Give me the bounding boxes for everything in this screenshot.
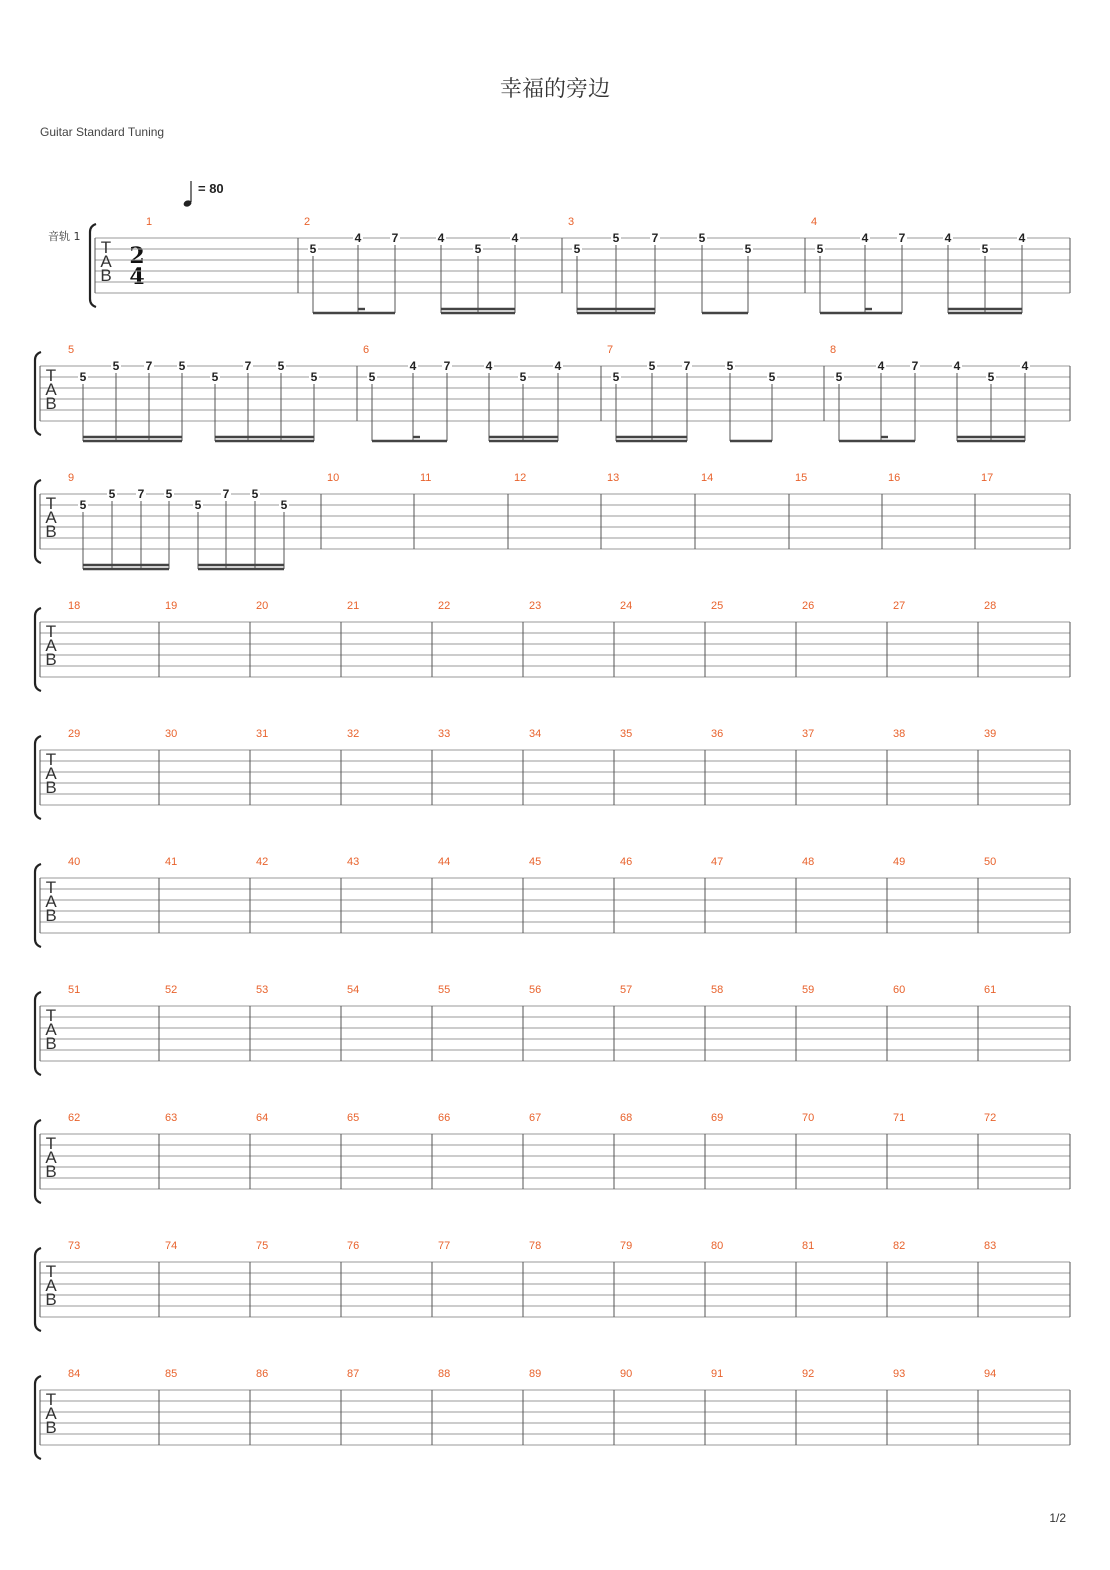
tab-clef-letter: A	[45, 1276, 57, 1295]
fret-number: 5	[79, 370, 87, 384]
measure-number: 90	[620, 1368, 633, 1380]
measure-number: 61	[984, 984, 997, 996]
tab-clef-letter: B	[45, 1162, 57, 1181]
time-signature-bottom: 4	[129, 264, 145, 290]
measure-number: 18	[68, 600, 81, 612]
measure-number: 74	[165, 1240, 178, 1252]
fret-number: 4	[861, 231, 869, 245]
fret-number: 7	[244, 359, 252, 373]
tab-system	[35, 1368, 1070, 1459]
measure-number: 81	[802, 1240, 815, 1252]
fret-number: 5	[768, 370, 776, 384]
tab-clef-letter: A	[45, 636, 57, 655]
tab-clef-letter: B	[45, 906, 57, 925]
fret-number: 4	[485, 359, 493, 373]
tab-clef-letter: B	[45, 1034, 57, 1053]
measure-number: 31	[256, 728, 269, 740]
measure-number: 28	[984, 600, 997, 612]
measure-number: 82	[893, 1240, 906, 1252]
fret-number: 5	[726, 359, 734, 373]
measure-number: 68	[620, 1112, 633, 1124]
measure-number: 26	[802, 600, 815, 612]
measure-number: 65	[347, 1112, 360, 1124]
song-title: 幸福的旁边	[499, 77, 610, 102]
measure-number: 84	[68, 1368, 81, 1380]
fret-number: 5	[612, 370, 620, 384]
tab-clef-letter: B	[45, 1418, 57, 1437]
tempo-value: = 80	[198, 181, 224, 196]
measure-number: 48	[802, 856, 815, 868]
measure-number: 16	[888, 472, 901, 484]
page-indicator: 1/2	[1049, 1511, 1066, 1525]
measure-number: 22	[438, 600, 451, 612]
tab-clef-letter: T	[45, 1390, 57, 1409]
measure-number: 7	[607, 344, 614, 356]
measure-number: 29	[68, 728, 81, 740]
fret-number: 4	[877, 359, 885, 373]
tab-clef-letter: T	[45, 494, 57, 513]
fret-number: 5	[744, 242, 752, 256]
measure-number: 40	[68, 856, 81, 868]
fret-number: 5	[573, 242, 581, 256]
measure-number: 10	[327, 472, 340, 484]
measure-number: 36	[711, 728, 724, 740]
tab-clef-letter: B	[100, 266, 112, 285]
fret-number: 4	[944, 231, 952, 245]
measure-number: 8	[830, 344, 837, 356]
tab-clef-letter: T	[45, 1006, 57, 1025]
measure-number: 39	[984, 728, 997, 740]
measure-number: 41	[165, 856, 178, 868]
fret-number: 7	[683, 359, 691, 373]
measure-number: 35	[620, 728, 633, 740]
tab-system	[35, 984, 1070, 1075]
fret-number: 4	[554, 359, 562, 373]
tab-system	[35, 472, 1070, 569]
fret-number: 7	[911, 359, 919, 373]
measure-number: 64	[256, 1112, 269, 1124]
fret-number: 7	[145, 359, 153, 373]
measure-number: 69	[711, 1112, 724, 1124]
fret-number: 5	[816, 242, 824, 256]
fret-number: 5	[251, 487, 259, 501]
measure-number: 53	[256, 984, 269, 996]
fret-number: 4	[953, 359, 961, 373]
measure-number: 14	[701, 472, 714, 484]
measure-number: 75	[256, 1240, 269, 1252]
time-signature	[129, 243, 144, 290]
tab-clef-letter: T	[45, 366, 57, 385]
measure-number: 58	[711, 984, 724, 996]
fret-number: 7	[222, 487, 230, 501]
measure-number: 20	[256, 600, 269, 612]
measure-number: 49	[893, 856, 906, 868]
measure-number: 70	[802, 1112, 815, 1124]
measure-number: 50	[984, 856, 997, 868]
measure-number: 47	[711, 856, 724, 868]
measure-number: 91	[711, 1368, 724, 1380]
measure-number: 71	[893, 1112, 906, 1124]
fret-number: 5	[178, 359, 186, 373]
tab-system	[35, 1112, 1070, 1203]
measure-number: 17	[981, 472, 994, 484]
measure-number: 32	[347, 728, 360, 740]
measure-number: 94	[984, 1368, 997, 1380]
tab-clef-letter: A	[45, 508, 57, 527]
measure-number: 63	[165, 1112, 178, 1124]
measure-number: 85	[165, 1368, 178, 1380]
tab-system	[35, 728, 1070, 819]
measure-number: 88	[438, 1368, 451, 1380]
fret-number: 5	[835, 370, 843, 384]
fret-number: 7	[391, 231, 399, 245]
measure-number: 80	[711, 1240, 724, 1252]
fret-number: 4	[354, 231, 362, 245]
fret-number: 5	[194, 498, 202, 512]
tab-system	[35, 1240, 1070, 1331]
fret-number: 5	[310, 370, 318, 384]
measure-number: 3	[568, 216, 575, 228]
fret-number: 4	[409, 359, 417, 373]
measure-number: 30	[165, 728, 178, 740]
tab-system	[35, 344, 1070, 441]
tab-clef-letter: T	[45, 622, 57, 641]
measure-number: 11	[420, 472, 432, 484]
tab-system	[35, 600, 1070, 691]
tempo-marking	[183, 181, 224, 208]
measure-number: 60	[893, 984, 906, 996]
tab-clef-letter: A	[45, 1148, 57, 1167]
tab-clef-letter: A	[100, 252, 112, 271]
tab-clef-letter: B	[45, 778, 57, 797]
tab-system	[35, 856, 1070, 947]
fret-number: 5	[277, 359, 285, 373]
measure-number: 42	[256, 856, 269, 868]
fret-number: 5	[474, 242, 482, 256]
tab-clef-letter: A	[45, 1404, 57, 1423]
measure-number: 33	[438, 728, 451, 740]
fret-number: 5	[79, 498, 87, 512]
fret-number: 5	[165, 487, 173, 501]
measure-number: 9	[68, 472, 75, 484]
track-label: 音轨 1	[48, 230, 81, 243]
measure-number: 34	[529, 728, 542, 740]
fret-number: 5	[280, 498, 288, 512]
measure-number: 93	[893, 1368, 906, 1380]
measure-number: 2	[304, 216, 311, 228]
tab-clef-letter: T	[45, 878, 57, 897]
tab-clef-letter: B	[45, 1290, 57, 1309]
tab-clef-letter: B	[45, 650, 57, 669]
tab-clef-letter: A	[45, 380, 57, 399]
measure-number: 76	[347, 1240, 360, 1252]
tab-clef-letter: T	[45, 750, 57, 769]
measure-number: 19	[165, 600, 178, 612]
measure-number: 15	[795, 472, 808, 484]
fret-number: 5	[309, 242, 317, 256]
tab-clef-letter: B	[45, 522, 57, 541]
measure-number: 59	[802, 984, 815, 996]
fret-number: 5	[211, 370, 219, 384]
measure-number: 38	[893, 728, 906, 740]
tab-clef-letter: A	[45, 764, 57, 783]
measure-number: 55	[438, 984, 451, 996]
tab-clef-letter: T	[45, 1262, 57, 1281]
time-signature-top: 2	[129, 243, 145, 269]
measure-number: 5	[68, 344, 75, 356]
measure-number: 56	[529, 984, 542, 996]
fret-number: 7	[898, 231, 906, 245]
fret-number: 5	[987, 370, 995, 384]
measure-number: 86	[256, 1368, 269, 1380]
measure-number: 44	[438, 856, 451, 868]
fret-number: 5	[108, 487, 116, 501]
fret-number: 7	[443, 359, 451, 373]
measure-number: 89	[529, 1368, 542, 1380]
measure-number: 13	[607, 472, 620, 484]
measure-number: 52	[165, 984, 178, 996]
measure-number: 23	[529, 600, 542, 612]
measure-number: 72	[984, 1112, 997, 1124]
fret-number: 5	[112, 359, 120, 373]
tab-clef-letter: A	[45, 892, 57, 911]
measure-number: 45	[529, 856, 542, 868]
measure-number: 21	[347, 600, 360, 612]
tab-clef-letter: T	[45, 1134, 57, 1153]
measure-number: 62	[68, 1112, 81, 1124]
measure-number: 66	[438, 1112, 451, 1124]
measure-number: 78	[529, 1240, 542, 1252]
tab-clef-letter: A	[45, 1020, 57, 1039]
tuning-label: Guitar Standard Tuning	[40, 125, 165, 139]
fret-number: 7	[137, 487, 145, 501]
fret-number: 4	[511, 231, 519, 245]
measure-number: 67	[529, 1112, 542, 1124]
fret-number: 4	[1018, 231, 1026, 245]
measure-number: 1	[146, 216, 153, 228]
tab-clef-letter: B	[45, 394, 57, 413]
fret-number: 5	[648, 359, 656, 373]
fret-number: 5	[519, 370, 527, 384]
measure-number: 79	[620, 1240, 633, 1252]
fret-number: 7	[651, 231, 659, 245]
fret-number: 4	[437, 231, 445, 245]
measure-number: 54	[347, 984, 360, 996]
measure-number: 37	[802, 728, 815, 740]
measure-number: 77	[438, 1240, 451, 1252]
measure-number: 83	[984, 1240, 997, 1252]
measure-number: 92	[802, 1368, 815, 1380]
measure-number: 12	[514, 472, 527, 484]
fret-number: 5	[368, 370, 376, 384]
tab-clef-letter: T	[100, 238, 112, 257]
measure-number: 24	[620, 600, 633, 612]
fret-number: 5	[698, 231, 706, 245]
measure-number: 57	[620, 984, 633, 996]
measure-number: 43	[347, 856, 360, 868]
measure-number: 25	[711, 600, 724, 612]
measure-number: 27	[893, 600, 906, 612]
measure-number: 73	[68, 1240, 81, 1252]
measure-number: 51	[68, 984, 81, 996]
fret-number: 5	[612, 231, 620, 245]
tab-system	[90, 216, 1070, 313]
fret-number: 5	[981, 242, 989, 256]
measure-number: 6	[363, 344, 370, 356]
measure-number: 46	[620, 856, 633, 868]
fret-number: 4	[1021, 359, 1029, 373]
measure-number: 87	[347, 1368, 360, 1380]
measure-number: 4	[811, 216, 818, 228]
